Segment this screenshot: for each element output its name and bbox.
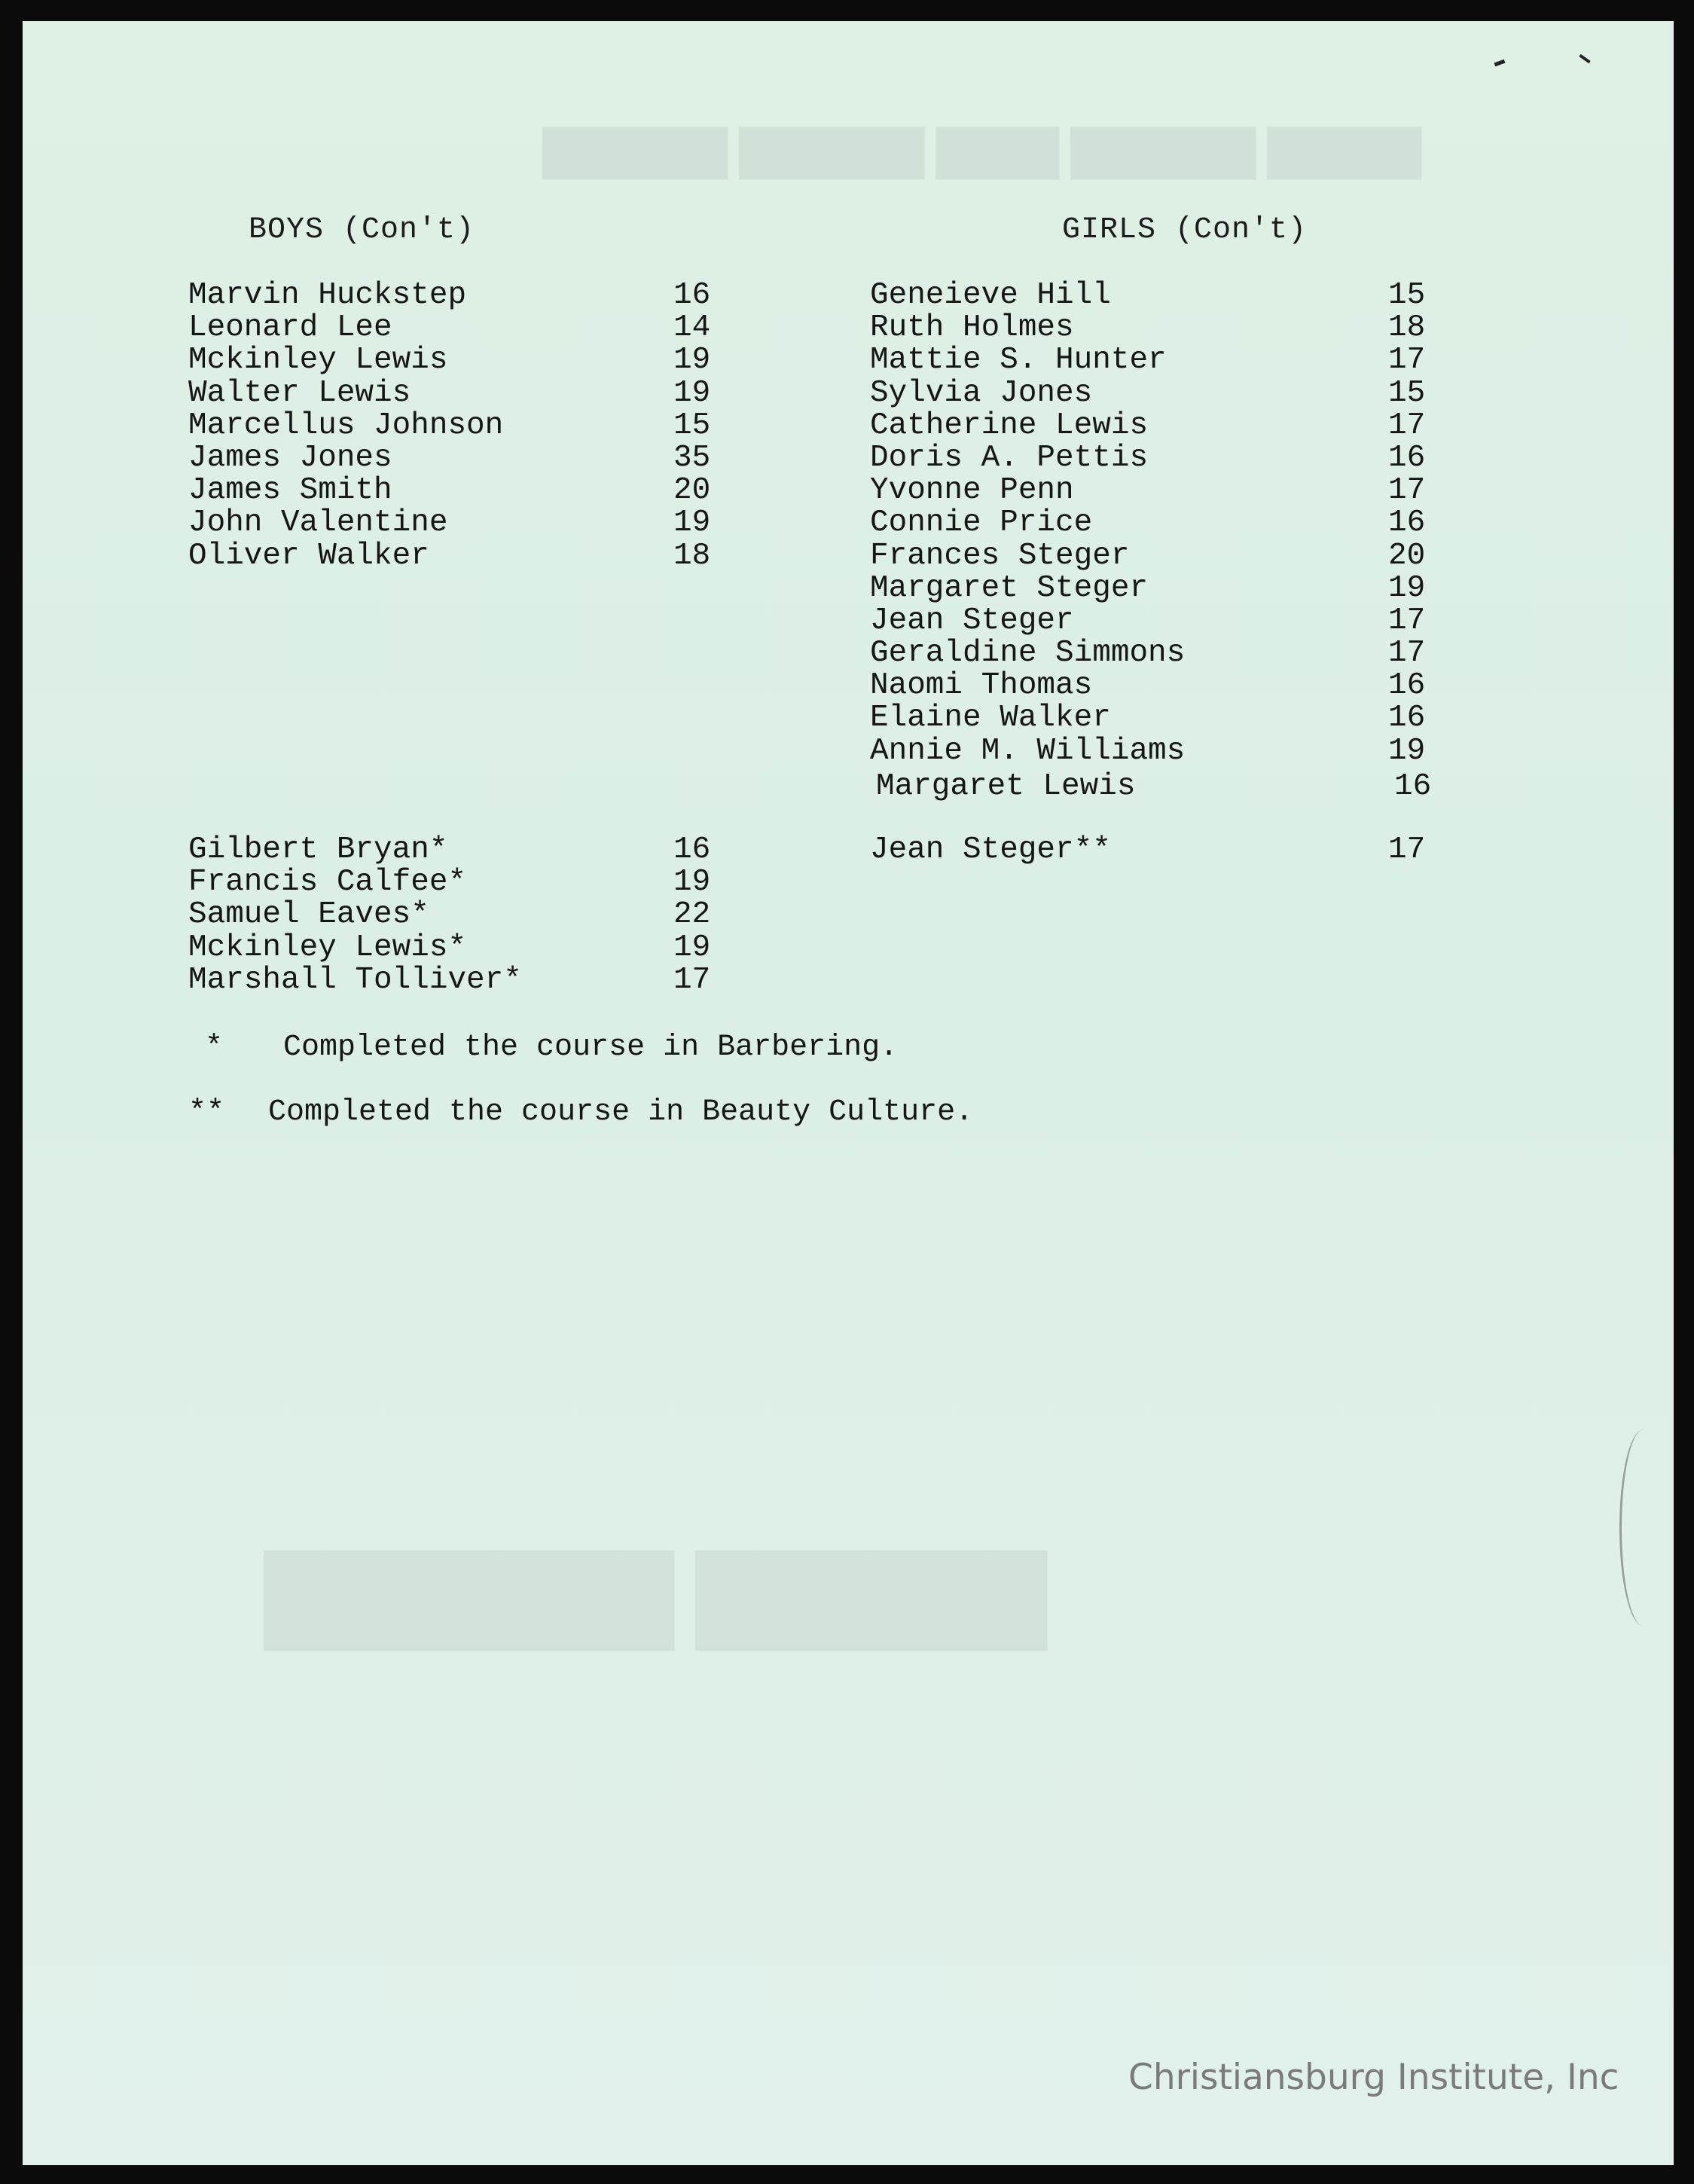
list-item [870,440,1426,475]
boys-heading: BOYS (Con't) [249,213,475,247]
student-age: 16 [1388,440,1426,475]
student-name: Mckinley Lewis [188,343,448,378]
student-age: 16 [1394,768,1432,804]
list-item [870,733,1426,768]
student-name: Jean Steger [870,603,1074,638]
archive-watermark: Christiansburg Institute, Inc [1128,2057,1619,2098]
student-age: 15 [673,408,711,443]
list-item [870,278,1426,313]
student-name: Annie M. Williams [870,733,1186,768]
paper-crease [1619,1430,1667,1626]
student-name: Jean Steger** [870,832,1111,867]
student-age: 16 [1388,668,1426,704]
student-name: John Valentine [188,506,448,541]
student-name: Oliver Walker [188,538,429,573]
student-name: Connie Price [870,506,1093,541]
student-name: Marcellus Johnson [188,408,504,443]
footnote-mark: ** [188,1095,225,1129]
list-item [870,408,1426,443]
student-age: 19 [673,865,711,900]
list-item [870,538,1426,573]
student-age: 17 [1388,832,1426,867]
girls-heading: GIRLS (Con't) [1062,213,1308,247]
student-age: 18 [673,538,711,573]
student-age: 19 [673,343,711,378]
student-name: Margaret Lewis [876,768,1136,804]
student-name: Gilbert Bryan* [188,832,448,867]
student-name: Walter Lewis [188,375,411,411]
student-age: 16 [673,832,711,867]
list-item [870,310,1426,346]
student-name: Margaret Steger [870,570,1149,606]
footnote-beauty-culture [188,1095,973,1129]
student-name: Francis Calfee* [188,865,467,900]
student-name: Elaine Walker [870,701,1111,736]
student-age: 22 [673,897,711,933]
list-item [870,506,1426,541]
student-age: 17 [1388,636,1426,671]
girls-list [870,278,1432,804]
student-name: Geneieve Hill [870,278,1111,313]
student-name: Marvin Huckstep [188,278,467,313]
pen-mark [1494,60,1506,66]
student-age: 20 [1388,538,1426,573]
student-name: Samuel Eaves* [188,897,429,933]
student-age: 20 [673,473,711,509]
student-name: Catherine Lewis [870,408,1149,443]
student-age: 16 [1388,506,1426,541]
student-age: 19 [1388,570,1426,606]
student-age: 16 [673,278,711,313]
student-name: Ruth Holmes [870,310,1074,346]
student-name: Naomi Thomas [870,668,1093,704]
student-age: 16 [1388,701,1426,736]
list-item [870,603,1426,638]
student-age: 19 [673,375,711,411]
student-age: 15 [1388,278,1426,313]
footnote-barbering [205,1031,898,1065]
list-item [870,668,1426,704]
student-age: 15 [1388,375,1426,411]
document-page: █████ ██████ ████ ██████ ██████ ██████ ███████ BOYS (Con't) GIRLS (Con't) Marvin Huckstep 16 Leonard Lee 14 Mckinley Lewis 19 Walter Lewis 19 Marcellus Johnson 15 James Jones 35 James Smith 20 John Valentine 19 Oliver Walker 18 Geneieve Hill 15 Ruth Holmes 18 Mattie S. Hunter 17 Sylvia Jones 15 Catherine Lewis 17 Doris A. Pettis 16 Yvonne Penn 17 Connie Price 16 Frances Steger 20 Margaret Steger 19 Jean Steger 17 Geraldine Simmons 17 Naomi Thomas 16 Elaine Walker 16 Annie M. Williams 19 Margaret Lewis 16 Gilbert Bryan* 16 Francis Calfee* 19 Samuel Eaves* 22 Mckinley Lewis* 19 Marshall Tolliver* 17 Jean Steger** 17 * Completed the course in Barbering. ** Completed the course in Beauty Culture. Christiansburg Institute, Inc [23,21,1674,2165]
student-age: 19 [673,930,711,965]
student-name: Frances Steger [870,538,1130,573]
student-name: Doris A. Pettis [870,440,1149,475]
student-name: Mckinley Lewis* [188,930,467,965]
list-item [870,473,1426,509]
student-name: Yvonne Penn [870,473,1074,509]
student-age: 17 [1388,343,1426,378]
student-name: Leonard Lee [188,310,392,346]
list-item [870,570,1426,606]
student-name: James Jones [188,440,392,475]
student-age: 17 [1388,603,1426,638]
student-name: Geraldine Simmons [870,636,1186,671]
footnote-text: Completed the course in Beauty Culture. [268,1095,974,1129]
list-item [870,636,1426,671]
list-item [870,375,1426,411]
footnote-text: Completed the course in Barbering. [283,1031,899,1065]
student-age: 35 [673,440,711,475]
list-item [870,701,1426,736]
student-age: 19 [1388,733,1426,768]
student-name: Sylvia Jones [870,375,1093,411]
student-name: James Smith [188,473,392,509]
list-item [870,343,1426,378]
student-name: Mattie S. Hunter [870,343,1167,378]
student-name: Marshall Tolliver* [188,962,522,997]
student-age: 17 [673,962,711,997]
student-age: 19 [673,506,711,541]
student-age: 18 [1388,310,1426,346]
student-age: 17 [1388,408,1426,443]
student-age: 14 [673,310,711,346]
pen-mark [1579,54,1590,63]
footnote-mark: * [205,1031,224,1065]
student-age: 17 [1388,473,1426,509]
